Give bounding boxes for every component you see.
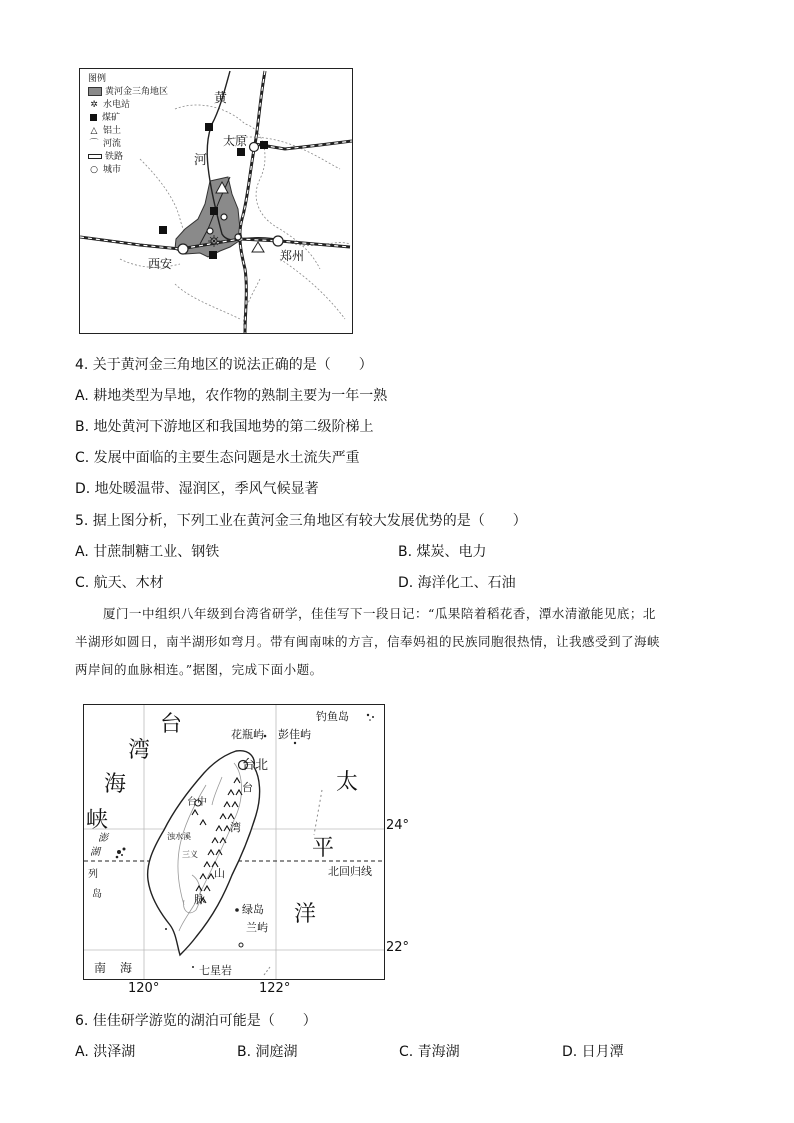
label-hai-south: 海 <box>120 961 133 975</box>
q4-option-c[interactable]: C. 发展中面临的主要生态问题是水土流失严重 <box>75 450 360 466</box>
legend-label: 水电站 <box>103 100 131 110</box>
taiyuan-city <box>250 143 259 152</box>
coal-mine-icon <box>210 207 218 215</box>
q5-option-d[interactable]: D. 海洋化工、石油 <box>398 575 516 591</box>
label-huang: 黄 <box>214 91 228 106</box>
legend-title: 图例 <box>88 74 107 84</box>
label-huaping: 花瓶屿 <box>231 728 264 741</box>
label-taizhong: 台中 <box>187 797 207 808</box>
legend-label: 黄河金三角地区 <box>105 87 169 97</box>
label-tai: 台 <box>160 712 183 737</box>
label-lat-22: 22° <box>386 940 410 955</box>
label-penghu-3: 列 <box>88 869 98 880</box>
coal-mine-icon <box>260 141 268 149</box>
taiwan-map <box>83 704 385 980</box>
label-hai: 海 <box>104 772 127 797</box>
legend-label: 城市 <box>103 165 122 175</box>
lanyu-island <box>239 943 243 947</box>
passage <box>75 600 715 684</box>
aluminum-icon: △ <box>90 126 98 136</box>
aluminum-icon <box>252 242 264 252</box>
label-tai-ocean: 太 <box>336 770 359 795</box>
label-mountain-4: 脉 <box>194 893 205 906</box>
label-nan: 南 <box>94 961 107 975</box>
label-sanyi: 三义 <box>182 850 198 859</box>
label-qixing: 七星岩 <box>199 964 232 977</box>
label-he: 河 <box>194 153 208 168</box>
label-zhuoshui: 浊水溪 <box>167 832 191 841</box>
legend-label: 铁路 <box>105 152 124 162</box>
label-lon-122: 122° <box>259 981 291 996</box>
label-diaoyu: 钓鱼岛 <box>316 710 349 723</box>
q5-option-a[interactable]: A. 甘蔗制糖工业、钢铁 <box>75 544 220 560</box>
q4-option-a[interactable]: A. 耕地类型为旱地，农作物的熟制主要为一年一熟 <box>75 388 388 404</box>
label-tropic: 北回归线 <box>328 865 372 878</box>
legend-label: 河流 <box>103 139 122 149</box>
q5-stem: 5. 据上图分析，下列工业在黄河金三角地区有较大发展优势的是（ ） <box>75 513 527 529</box>
label-lon-120: 120° <box>128 981 160 996</box>
coal-mine-icon <box>237 148 245 156</box>
label-wan: 湾 <box>128 738 151 763</box>
river-icon: ⌒ <box>89 139 99 149</box>
penghu-islands <box>116 848 126 859</box>
label-lyudao: 绿岛 <box>242 903 264 916</box>
passage-line-3: 两岸间的血脉相连。”据图，完成下面小题。 <box>75 662 323 677</box>
hydropower-icon: ✲ <box>90 100 98 110</box>
label-mountain-3: 山 <box>214 867 225 880</box>
label-zhengzhou: 郑州 <box>280 249 305 263</box>
q6-option-c[interactable]: C. 青海湖 <box>399 1044 460 1060</box>
label-penghu-2: 湖 <box>90 847 100 858</box>
label-lat-24: 24° <box>386 818 410 833</box>
label-lanyu: 兰屿 <box>246 921 268 934</box>
xian-city <box>178 244 188 254</box>
city-icon: ○ <box>90 165 98 175</box>
coal-mine-icon <box>159 226 167 234</box>
map-legend <box>88 73 168 177</box>
passage-line-1: 厦门一中组织八年级到台湾省研学，佳佳写下一段日记：“瓜果陪着稻花香，潭水清澈能见底；北 <box>103 606 656 621</box>
passage-line-2: 半湖形如圆日，南半湖形如弯月。带有闽南味的方言，信奉妈祖的民族同胞很热情，让我感受到了海峡 <box>75 634 661 649</box>
label-penghu-4: 岛 <box>92 889 102 900</box>
q5-option-b[interactable]: B. 煤炭、电力 <box>398 544 487 560</box>
q4-stem: 4. 关于黄河金三角地区的说法正确的是（ ） <box>75 357 373 373</box>
q4-option-b[interactable]: B. 地处黄河下游地区和我国地势的第二级阶梯上 <box>75 419 374 435</box>
label-ping: 平 <box>312 836 335 861</box>
q6-option-b[interactable]: B. 洞庭湖 <box>237 1044 298 1060</box>
label-mountain-2: 湾 <box>230 821 241 834</box>
zhengzhou-city <box>273 236 283 246</box>
legend-label: 煤矿 <box>102 113 121 123</box>
label-taibei: 台北 <box>242 758 269 773</box>
label-yang: 洋 <box>294 902 317 927</box>
railway-icon <box>88 154 102 159</box>
legend-label: 铝土 <box>103 126 122 136</box>
coal-mine-icon <box>205 123 213 131</box>
q6-stem: 6. 佳佳研学游览的湖泊可能是（ ） <box>75 1013 317 1029</box>
q6-option-a[interactable]: A. 洪泽湖 <box>75 1044 136 1060</box>
coal-mine-icon <box>209 251 217 259</box>
legend-region-swatch <box>88 87 102 96</box>
coal-mine-icon <box>90 114 97 121</box>
label-pengjia: 彭佳屿 <box>278 728 311 741</box>
label-penghu-1: 澎 <box>98 833 108 844</box>
q4-option-d[interactable]: D. 地处暖温带、湿润区，季风气候显著 <box>75 481 319 497</box>
label-xia: 峡 <box>86 808 109 833</box>
golden-triangle-map <box>79 68 353 334</box>
label-xian: 西安 <box>148 257 173 271</box>
q6-option-d[interactable]: D. 日月潭 <box>562 1044 624 1060</box>
label-taiyuan: 太原 <box>223 134 248 148</box>
label-mountain-1: 台 <box>242 781 253 794</box>
q5-option-c[interactable]: C. 航天、木材 <box>75 575 164 591</box>
